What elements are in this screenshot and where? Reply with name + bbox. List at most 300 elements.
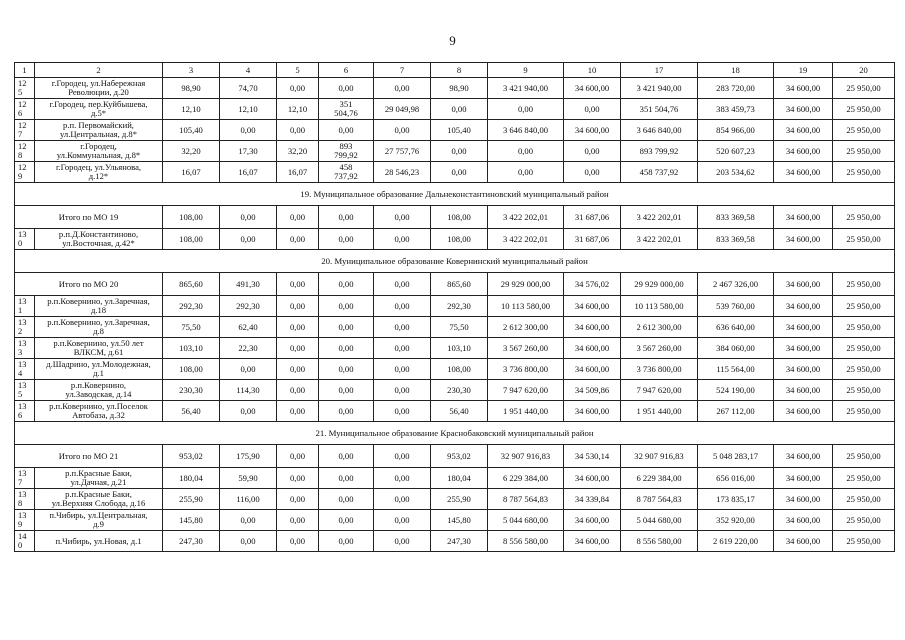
table-row xyxy=(15,510,895,531)
value-cell: 8 556 580,00 xyxy=(488,531,564,552)
value-cell: 384 060,00 xyxy=(698,338,774,359)
value-cell: 16,07 xyxy=(277,162,319,183)
value-cell: 34 339,84 xyxy=(564,489,621,510)
column-number-cell: 5 xyxy=(277,63,319,78)
value-cell: 0,00 xyxy=(319,510,374,531)
register-table xyxy=(14,62,895,552)
subtotal-value: 108,00 xyxy=(431,206,488,229)
value-cell: 0,00 xyxy=(319,359,374,380)
value-cell: 0,00 xyxy=(374,510,431,531)
value-cell: 0,00 xyxy=(319,229,374,250)
value-cell: 0,00 xyxy=(431,141,488,162)
row-index: 12 6 xyxy=(15,99,35,120)
value-cell: 0,00 xyxy=(277,489,319,510)
value-cell: 114,30 xyxy=(220,380,277,401)
value-cell: 31 687,06 xyxy=(564,229,621,250)
column-number-cell: 9 xyxy=(488,63,564,78)
section-heading-row xyxy=(15,183,895,206)
value-cell: 539 760,00 xyxy=(698,296,774,317)
value-cell: 27 757,76 xyxy=(374,141,431,162)
value-cell: 25 950,00 xyxy=(833,120,895,141)
value-cell: 0,00 xyxy=(220,120,277,141)
value-cell: 3 421 940,00 xyxy=(488,78,564,99)
value-cell: 74,70 xyxy=(220,78,277,99)
row-index: 12 9 xyxy=(15,162,35,183)
value-cell: 458 737,92 xyxy=(319,162,374,183)
value-cell: 56,40 xyxy=(163,401,220,422)
value-cell: 34 600,00 xyxy=(774,317,833,338)
column-number-cell: 3 xyxy=(163,63,220,78)
address-cell: р.п.Ковернино, ул.Поселок Автобаза, д.32 xyxy=(35,401,163,422)
subtotal-value: 0,00 xyxy=(319,206,374,229)
value-cell: 108,00 xyxy=(163,359,220,380)
value-cell: 0,00 xyxy=(277,510,319,531)
value-cell: 0,00 xyxy=(431,162,488,183)
value-cell: 105,40 xyxy=(163,120,220,141)
value-cell: 292,30 xyxy=(220,296,277,317)
subtotal-value: 175,90 xyxy=(220,445,277,468)
column-number-cell: 2 xyxy=(35,63,163,78)
value-cell: 292,30 xyxy=(431,296,488,317)
value-cell: 352 920,00 xyxy=(698,510,774,531)
value-cell: 34 600,00 xyxy=(564,401,621,422)
value-cell: 25 950,00 xyxy=(833,531,895,552)
value-cell: 0,00 xyxy=(277,229,319,250)
column-number-cell: 18 xyxy=(698,63,774,78)
value-cell: 230,30 xyxy=(431,380,488,401)
value-cell: 0,00 xyxy=(277,296,319,317)
address-cell: р.п.Ковернино, ул.Заречная, д.18 xyxy=(35,296,163,317)
value-cell: 0,00 xyxy=(277,468,319,489)
value-cell: 98,90 xyxy=(163,78,220,99)
value-cell: 0,00 xyxy=(319,531,374,552)
value-cell: 893 799,92 xyxy=(621,141,698,162)
subtotal-label: Итого по МО 21 xyxy=(15,445,163,468)
value-cell: 3 567 260,00 xyxy=(488,338,564,359)
subtotal-value: 108,00 xyxy=(163,206,220,229)
column-number-cell: 8 xyxy=(431,63,488,78)
value-cell: 255,90 xyxy=(163,489,220,510)
table-row xyxy=(15,338,895,359)
value-cell: 3 646 840,00 xyxy=(488,120,564,141)
value-cell: 0,00 xyxy=(277,531,319,552)
address-cell: р.п.Ковернино, ул.Заводская, д.14 xyxy=(35,380,163,401)
address-cell: п.Чибирь, ул.Центральная, д.9 xyxy=(35,510,163,531)
value-cell: 29 049,98 xyxy=(374,99,431,120)
value-cell: 34 600,00 xyxy=(774,229,833,250)
subtotal-value: 0,00 xyxy=(277,273,319,296)
value-cell: 34 600,00 xyxy=(774,338,833,359)
value-cell: 2 619 220,00 xyxy=(698,531,774,552)
value-cell: 203 534,62 xyxy=(698,162,774,183)
address-cell: р.п.Ковернино, ул.50 лет ВЛКСМ, д.61 xyxy=(35,338,163,359)
value-cell: 0,00 xyxy=(277,78,319,99)
page-number: 9 xyxy=(449,33,456,48)
value-cell: 59,90 xyxy=(220,468,277,489)
section-heading: 21. Муниципальное образование Краснобаковский муниципальный район xyxy=(15,422,895,445)
address-cell: г.Городец, ул.Набережная Революции, д.20 xyxy=(35,78,163,99)
subtotal-row xyxy=(15,273,895,296)
subtotal-value: 34 600,00 xyxy=(774,445,833,468)
value-cell: 17,30 xyxy=(220,141,277,162)
value-cell: 32,20 xyxy=(277,141,319,162)
row-index: 12 5 xyxy=(15,78,35,99)
value-cell: 25 950,00 xyxy=(833,99,895,120)
column-number-cell: 7 xyxy=(374,63,431,78)
value-cell: 267 112,00 xyxy=(698,401,774,422)
value-cell: 34 600,00 xyxy=(564,338,621,359)
value-cell: 5 044 680,00 xyxy=(621,510,698,531)
column-number-cell: 10 xyxy=(564,63,621,78)
value-cell: 34 600,00 xyxy=(564,120,621,141)
value-cell: 5 044 680,00 xyxy=(488,510,564,531)
value-cell: 25 950,00 xyxy=(833,162,895,183)
value-cell: 292,30 xyxy=(163,296,220,317)
value-cell: 3 736 800,00 xyxy=(621,359,698,380)
subtotal-value: 865,60 xyxy=(163,273,220,296)
value-cell: 180,04 xyxy=(163,468,220,489)
value-cell: 0,00 xyxy=(319,317,374,338)
row-index: 13 3 xyxy=(15,338,35,359)
register-table-container xyxy=(14,62,894,552)
value-cell: 12,10 xyxy=(163,99,220,120)
table-row xyxy=(15,317,895,338)
table-body xyxy=(15,63,895,552)
value-cell: 0,00 xyxy=(488,141,564,162)
value-cell: 32,20 xyxy=(163,141,220,162)
value-cell: 0,00 xyxy=(220,401,277,422)
subtotal-value: 29 929 000,00 xyxy=(488,273,564,296)
value-cell: 0,00 xyxy=(564,99,621,120)
row-index: 13 8 xyxy=(15,489,35,510)
value-cell: 520 607,23 xyxy=(698,141,774,162)
value-cell: 0,00 xyxy=(277,380,319,401)
value-cell: 0,00 xyxy=(220,359,277,380)
value-cell: 0,00 xyxy=(319,120,374,141)
value-cell: 893 799,92 xyxy=(319,141,374,162)
value-cell: 25 950,00 xyxy=(833,141,895,162)
value-cell: 0,00 xyxy=(277,338,319,359)
value-cell: 8 787 564,83 xyxy=(488,489,564,510)
value-cell: 0,00 xyxy=(277,317,319,338)
value-cell: 0,00 xyxy=(374,338,431,359)
value-cell: 833 369,58 xyxy=(698,229,774,250)
subtotal-value: 0,00 xyxy=(319,273,374,296)
row-index: 12 8 xyxy=(15,141,35,162)
value-cell: 3 646 840,00 xyxy=(621,120,698,141)
value-cell: 173 835,17 xyxy=(698,489,774,510)
subtotal-value: 0,00 xyxy=(374,445,431,468)
section-heading: 20. Муниципальное образование Ковернинский муниципальный район xyxy=(15,250,895,273)
subtotal-value: 29 929 000,00 xyxy=(621,273,698,296)
value-cell: 16,07 xyxy=(220,162,277,183)
value-cell: 0,00 xyxy=(374,489,431,510)
section-heading-row xyxy=(15,422,895,445)
value-cell: 0,00 xyxy=(564,141,621,162)
value-cell: 7 947 620,00 xyxy=(488,380,564,401)
address-cell: р.п. Первомайский, ул.Центральная, д.8* xyxy=(35,120,163,141)
value-cell: 34 600,00 xyxy=(774,468,833,489)
value-cell: 0,00 xyxy=(220,229,277,250)
table-row xyxy=(15,531,895,552)
value-cell: 34 600,00 xyxy=(774,162,833,183)
value-cell: 3 422 202,01 xyxy=(621,229,698,250)
value-cell: 0,00 xyxy=(374,120,431,141)
row-index: 13 1 xyxy=(15,296,35,317)
subtotal-value: 865,60 xyxy=(431,273,488,296)
value-cell: 34 600,00 xyxy=(774,510,833,531)
table-row xyxy=(15,78,895,99)
subtotal-value: 2 467 326,00 xyxy=(698,273,774,296)
value-cell: 351 504,76 xyxy=(319,99,374,120)
value-cell: 6 229 384,00 xyxy=(488,468,564,489)
value-cell: 0,00 xyxy=(374,359,431,380)
value-cell: 0,00 xyxy=(220,531,277,552)
value-cell: 34 600,00 xyxy=(774,359,833,380)
value-cell: 103,10 xyxy=(431,338,488,359)
row-index: 13 0 xyxy=(15,229,35,250)
subtotal-value: 34 576,02 xyxy=(564,273,621,296)
subtotal-row xyxy=(15,445,895,468)
subtotal-value: 0,00 xyxy=(374,206,431,229)
value-cell: 10 113 580,00 xyxy=(488,296,564,317)
subtotal-value: 953,02 xyxy=(163,445,220,468)
value-cell: 3 736 800,00 xyxy=(488,359,564,380)
value-cell: 524 190,00 xyxy=(698,380,774,401)
value-cell: 34 600,00 xyxy=(774,78,833,99)
address-cell: р.п.Красные Баки, ул.Дачная, д.21 xyxy=(35,468,163,489)
value-cell: 0,00 xyxy=(374,296,431,317)
row-index: 12 7 xyxy=(15,120,35,141)
column-number-cell: 20 xyxy=(833,63,895,78)
value-cell: 247,30 xyxy=(163,531,220,552)
value-cell: 8 556 580,00 xyxy=(621,531,698,552)
row-index: 13 4 xyxy=(15,359,35,380)
value-cell: 105,40 xyxy=(431,120,488,141)
value-cell: 98,90 xyxy=(431,78,488,99)
row-index: 13 9 xyxy=(15,510,35,531)
value-cell: 6 229 384,00 xyxy=(621,468,698,489)
table-row xyxy=(15,99,895,120)
value-cell: 458 737,92 xyxy=(621,162,698,183)
value-cell: 34 600,00 xyxy=(774,401,833,422)
subtotal-value: 0,00 xyxy=(220,206,277,229)
value-cell: 351 504,76 xyxy=(621,99,698,120)
value-cell: 145,80 xyxy=(431,510,488,531)
value-cell: 25 950,00 xyxy=(833,468,895,489)
subtotal-value: 32 907 916,83 xyxy=(488,445,564,468)
value-cell: 62,40 xyxy=(220,317,277,338)
value-cell: 0,00 xyxy=(220,510,277,531)
value-cell: 0,00 xyxy=(319,401,374,422)
address-cell: г.Городец, пер.Куйбышева, д.5* xyxy=(35,99,163,120)
table-row xyxy=(15,359,895,380)
section-heading: 19. Муниципальное образование Дальнеконстантиновский муниципальный район xyxy=(15,183,895,206)
subtotal-value: 25 950,00 xyxy=(833,206,895,229)
value-cell: 0,00 xyxy=(319,78,374,99)
value-cell: 0,00 xyxy=(277,401,319,422)
subtotal-value: 3 422 202,01 xyxy=(488,206,564,229)
subtotal-value: 833 369,58 xyxy=(698,206,774,229)
value-cell: 34 600,00 xyxy=(564,531,621,552)
subtotal-value: 34 600,00 xyxy=(774,273,833,296)
value-cell: 0,00 xyxy=(488,99,564,120)
subtotal-row xyxy=(15,206,895,229)
subtotal-label: Итого по МО 20 xyxy=(15,273,163,296)
address-cell: р.п.Ковернино, ул.Заречная, д.8 xyxy=(35,317,163,338)
value-cell: 34 600,00 xyxy=(564,359,621,380)
row-index: 13 6 xyxy=(15,401,35,422)
value-cell: 1 951 440,00 xyxy=(621,401,698,422)
subtotal-value: 953,02 xyxy=(431,445,488,468)
value-cell: 12,10 xyxy=(220,99,277,120)
column-number-cell: 4 xyxy=(220,63,277,78)
row-index: 14 0 xyxy=(15,531,35,552)
value-cell: 247,30 xyxy=(431,531,488,552)
value-cell: 34 509,86 xyxy=(564,380,621,401)
value-cell: 108,00 xyxy=(431,229,488,250)
subtotal-value: 25 950,00 xyxy=(833,273,895,296)
address-cell: г.Городец, ул.Ульянова, д.12* xyxy=(35,162,163,183)
value-cell: 25 950,00 xyxy=(833,401,895,422)
value-cell: 383 459,73 xyxy=(698,99,774,120)
value-cell: 25 950,00 xyxy=(833,78,895,99)
subtotal-value: 34 530,14 xyxy=(564,445,621,468)
value-cell: 108,00 xyxy=(431,359,488,380)
table-row xyxy=(15,401,895,422)
value-cell: 115 564,00 xyxy=(698,359,774,380)
value-cell: 180,04 xyxy=(431,468,488,489)
address-cell: р.п.Красные Баки, ул.Верхняя Слобода, д.16 xyxy=(35,489,163,510)
address-cell: г.Городец, ул.Коммунальная, д.8* xyxy=(35,141,163,162)
value-cell: 3 421 940,00 xyxy=(621,78,698,99)
table-row xyxy=(15,162,895,183)
subtotal-value: 25 950,00 xyxy=(833,445,895,468)
value-cell: 0,00 xyxy=(277,359,319,380)
subtotal-value: 0,00 xyxy=(277,445,319,468)
value-cell: 2 612 300,00 xyxy=(621,317,698,338)
value-cell: 34 600,00 xyxy=(774,489,833,510)
value-cell: 25 950,00 xyxy=(833,489,895,510)
value-cell: 0,00 xyxy=(374,401,431,422)
table-row xyxy=(15,489,895,510)
table-row xyxy=(15,296,895,317)
value-cell: 0,00 xyxy=(319,380,374,401)
value-cell: 656 016,00 xyxy=(698,468,774,489)
value-cell: 0,00 xyxy=(277,120,319,141)
row-index: 13 2 xyxy=(15,317,35,338)
value-cell: 25 950,00 xyxy=(833,510,895,531)
subtotal-value: 32 907 916,83 xyxy=(621,445,698,468)
value-cell: 0,00 xyxy=(319,489,374,510)
value-cell: 34 600,00 xyxy=(774,531,833,552)
value-cell: 34 600,00 xyxy=(774,120,833,141)
subtotal-label: Итого по МО 19 xyxy=(15,206,163,229)
value-cell: 0,00 xyxy=(374,380,431,401)
value-cell: 34 600,00 xyxy=(564,296,621,317)
value-cell: 34 600,00 xyxy=(564,317,621,338)
value-cell: 145,80 xyxy=(163,510,220,531)
address-cell: д.Шадрино, ул.Молодежная, д.1 xyxy=(35,359,163,380)
value-cell: 1 951 440,00 xyxy=(488,401,564,422)
value-cell: 12,10 xyxy=(277,99,319,120)
value-cell: 25 950,00 xyxy=(833,296,895,317)
value-cell: 0,00 xyxy=(319,468,374,489)
column-number-cell: 19 xyxy=(774,63,833,78)
value-cell: 34 600,00 xyxy=(774,141,833,162)
value-cell: 25 950,00 xyxy=(833,359,895,380)
column-number-cell: 1 xyxy=(15,63,35,78)
value-cell: 34 600,00 xyxy=(564,78,621,99)
value-cell: 34 600,00 xyxy=(564,468,621,489)
subtotal-value: 5 048 283,17 xyxy=(698,445,774,468)
table-row xyxy=(15,380,895,401)
row-index: 13 5 xyxy=(15,380,35,401)
value-cell: 34 600,00 xyxy=(564,510,621,531)
value-cell: 75,50 xyxy=(163,317,220,338)
value-cell: 0,00 xyxy=(488,162,564,183)
value-cell: 283 720,00 xyxy=(698,78,774,99)
value-cell: 25 950,00 xyxy=(833,229,895,250)
value-cell: 230,30 xyxy=(163,380,220,401)
value-cell: 34 600,00 xyxy=(774,296,833,317)
value-cell: 8 787 564,83 xyxy=(621,489,698,510)
address-cell: р.п.Д.Константиново, ул.Восточная, д.42* xyxy=(35,229,163,250)
subtotal-value: 34 600,00 xyxy=(774,206,833,229)
value-cell: 0,00 xyxy=(374,468,431,489)
value-cell: 0,00 xyxy=(564,162,621,183)
value-cell: 16,07 xyxy=(163,162,220,183)
table-row xyxy=(15,141,895,162)
table-row xyxy=(15,229,895,250)
value-cell: 3 567 260,00 xyxy=(621,338,698,359)
value-cell: 0,00 xyxy=(374,78,431,99)
value-cell: 25 950,00 xyxy=(833,338,895,359)
row-index: 13 7 xyxy=(15,468,35,489)
subtotal-value: 31 687,06 xyxy=(564,206,621,229)
value-cell: 7 947 620,00 xyxy=(621,380,698,401)
value-cell: 0,00 xyxy=(319,296,374,317)
subtotal-value: 491,30 xyxy=(220,273,277,296)
column-number-row xyxy=(15,63,895,78)
value-cell: 0,00 xyxy=(374,531,431,552)
subtotal-value: 0,00 xyxy=(374,273,431,296)
subtotal-value: 3 422 202,01 xyxy=(621,206,698,229)
value-cell: 116,00 xyxy=(220,489,277,510)
value-cell: 0,00 xyxy=(374,317,431,338)
value-cell: 25 950,00 xyxy=(833,380,895,401)
subtotal-value: 0,00 xyxy=(277,206,319,229)
value-cell: 108,00 xyxy=(163,229,220,250)
table-row xyxy=(15,468,895,489)
section-heading-row xyxy=(15,250,895,273)
subtotal-value: 0,00 xyxy=(319,445,374,468)
value-cell: 0,00 xyxy=(319,338,374,359)
column-number-cell: 6 xyxy=(319,63,374,78)
value-cell: 28 546,23 xyxy=(374,162,431,183)
value-cell: 255,90 xyxy=(431,489,488,510)
column-number-cell: 17 xyxy=(621,63,698,78)
value-cell: 25 950,00 xyxy=(833,317,895,338)
value-cell: 10 113 580,00 xyxy=(621,296,698,317)
table-row xyxy=(15,120,895,141)
address-cell: п.Чибирь, ул.Новая, д.1 xyxy=(35,531,163,552)
value-cell: 34 600,00 xyxy=(774,380,833,401)
value-cell: 34 600,00 xyxy=(774,99,833,120)
value-cell: 3 422 202,01 xyxy=(488,229,564,250)
value-cell: 0,00 xyxy=(431,99,488,120)
value-cell: 75,50 xyxy=(431,317,488,338)
